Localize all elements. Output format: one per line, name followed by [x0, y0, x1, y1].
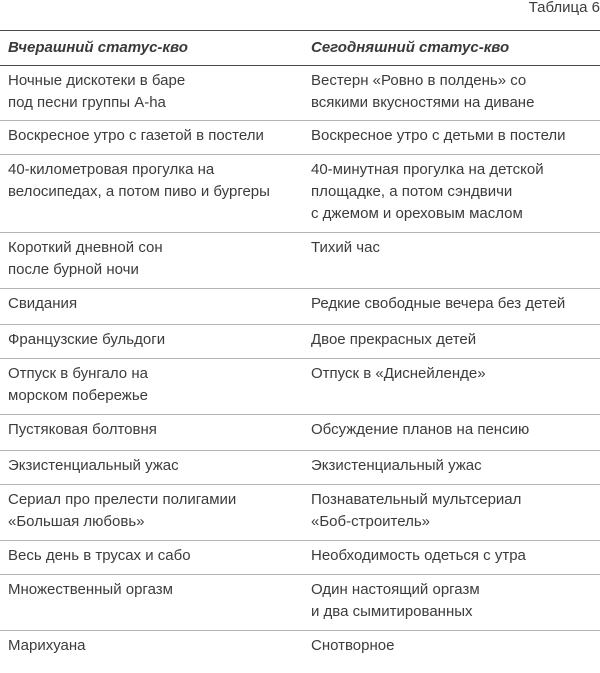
cell-today	[303, 325, 600, 359]
cell-line: Французские бульдоги	[8, 331, 166, 348]
cell-yesterday	[0, 485, 303, 541]
cell-line: Отпуск в «Диснейленде»	[311, 365, 486, 382]
cell-yesterday	[0, 289, 303, 325]
cell-line: Марихуана	[8, 637, 86, 654]
header-yesterday: Вчерашний статус-кво	[0, 31, 303, 66]
cell-line: Редкие свободные вечера без детей	[311, 295, 566, 312]
table-row	[0, 415, 600, 451]
cell-line: Короткий дневной сон	[8, 239, 163, 256]
cell-line: Необходимость одеться с утра	[311, 547, 526, 564]
cell-today	[303, 359, 600, 415]
cell-today	[303, 415, 600, 451]
cell-line: 40-минутная прогулка на детской	[311, 161, 544, 178]
cell-line: Обсуждение планов на пенсию	[311, 421, 530, 438]
table-row	[0, 325, 600, 359]
cell-line: 40-километровая прогулка на	[8, 161, 215, 178]
cell-line: Множественный оргазм	[8, 581, 173, 598]
cell-line: Вестерн «Ровно в полдень» со	[311, 72, 527, 89]
cell-line: площадке, а потом сэндвичи	[311, 183, 513, 200]
cell-line: Воскресное утро с детьми в постели	[311, 127, 566, 144]
table-row	[0, 575, 600, 631]
cell-line: Весь день в трусах и сабо	[8, 547, 191, 564]
table-row	[0, 155, 600, 233]
table-header-row	[0, 31, 600, 66]
cell-today	[303, 233, 600, 289]
cell-yesterday	[0, 359, 303, 415]
cell-today	[303, 451, 600, 485]
cell-line: Сериал про прелести полигамии	[8, 491, 237, 508]
table-row	[0, 541, 600, 575]
cell-line: после бурной ночи	[8, 261, 139, 278]
table-row	[0, 121, 600, 155]
table-row	[0, 451, 600, 485]
cell-line: Тихий час	[311, 239, 380, 256]
cell-line: всякими вкусностями на диване	[311, 94, 535, 111]
cell-today	[303, 631, 600, 665]
cell-yesterday	[0, 155, 303, 233]
cell-line: Один настоящий оргазм	[311, 581, 480, 598]
cell-yesterday	[0, 121, 303, 155]
cell-line: Экзистенциальный ужас	[311, 457, 482, 474]
table-row	[0, 631, 600, 665]
cell-today	[303, 289, 600, 325]
cell-today	[303, 121, 600, 155]
cell-line: Воскресное утро с газетой в постели	[8, 127, 264, 144]
cell-line: Снотворное	[311, 637, 395, 654]
cell-line: и два сымитированных	[311, 603, 473, 620]
cell-today	[303, 575, 600, 631]
cell-yesterday	[0, 575, 303, 631]
header-today: Сегодняшний статус-кво	[303, 31, 600, 66]
cell-line: Свидания	[8, 295, 78, 312]
cell-yesterday	[0, 631, 303, 665]
cell-line: под песни группы A-ha	[8, 94, 166, 111]
table-body	[0, 66, 600, 665]
cell-yesterday	[0, 415, 303, 451]
cell-line: велосипедах, а потом пиво и бургеры	[8, 183, 270, 200]
table-row	[0, 66, 600, 121]
cell-line: Экзистенциальный ужас	[8, 457, 179, 474]
cell-today	[303, 485, 600, 541]
cell-line: с джемом и ореховым маслом	[311, 205, 523, 222]
cell-yesterday	[0, 325, 303, 359]
status-quo-table	[0, 30, 600, 665]
cell-today	[303, 66, 600, 121]
cell-line: «Большая любовь»	[8, 513, 145, 530]
cell-line: Двое прекрасных детей	[311, 331, 477, 348]
cell-yesterday	[0, 233, 303, 289]
table-row	[0, 359, 600, 415]
table-row	[0, 289, 600, 325]
cell-yesterday	[0, 66, 303, 121]
cell-line: «Боб-строитель»	[311, 513, 431, 530]
table-row	[0, 485, 600, 541]
cell-line: Пустяковая болтовня	[8, 421, 157, 438]
cell-line: морском побережье	[8, 387, 148, 404]
cell-today	[303, 155, 600, 233]
table-caption: Таблица 6	[528, 0, 600, 16]
cell-line: Ночные дискотеки в баре	[8, 72, 186, 89]
cell-yesterday	[0, 541, 303, 575]
cell-line: Отпуск в бунгало на	[8, 365, 148, 382]
table-row	[0, 233, 600, 289]
cell-today	[303, 541, 600, 575]
cell-line: Познавательный мультсериал	[311, 491, 522, 508]
cell-yesterday	[0, 451, 303, 485]
